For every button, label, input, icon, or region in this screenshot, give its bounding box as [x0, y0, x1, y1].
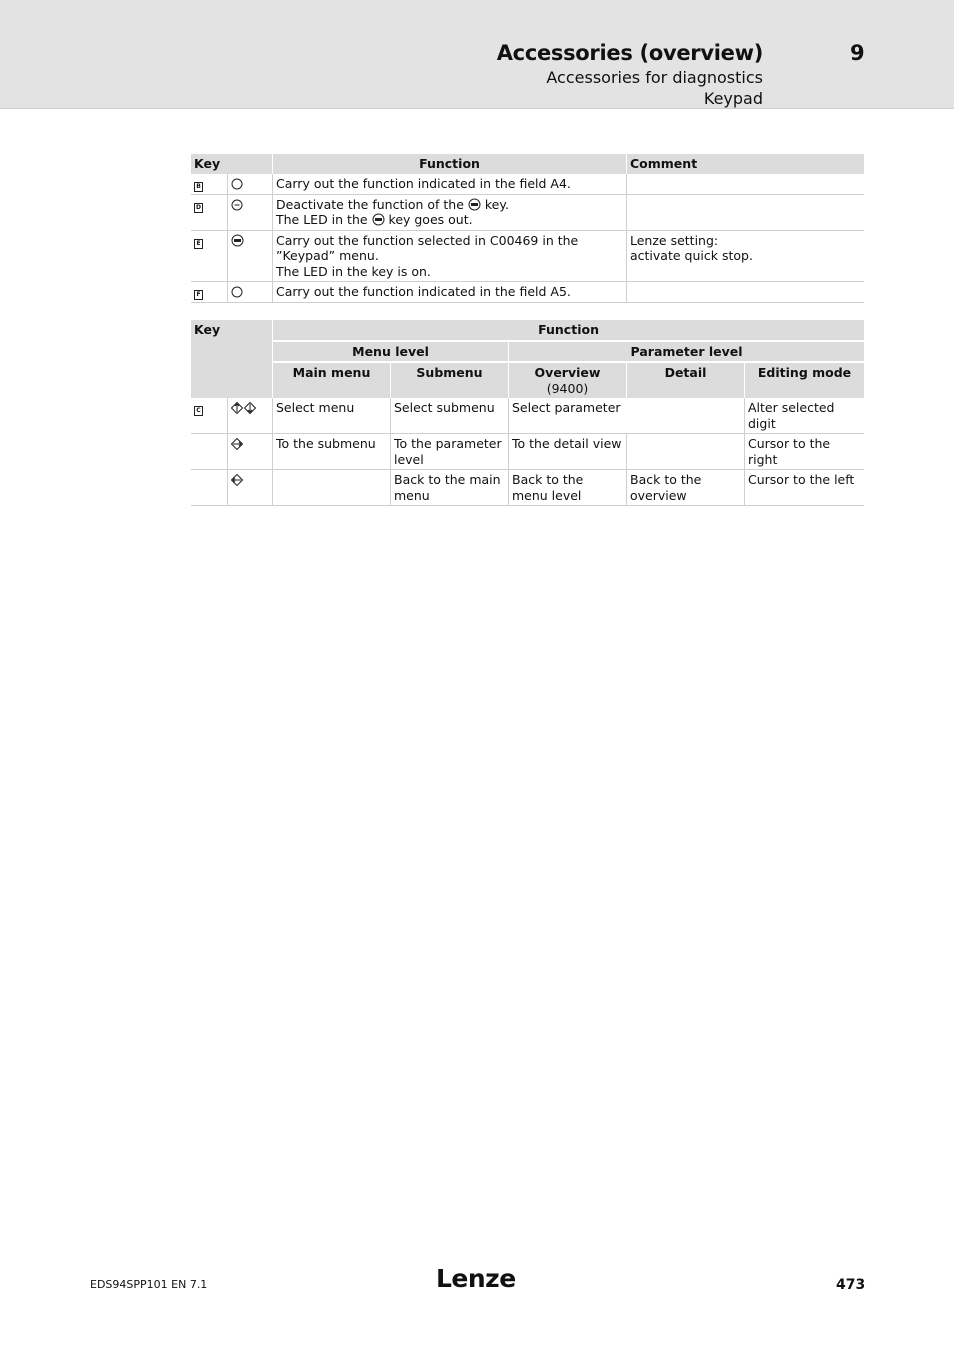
function-cell: Carry out the function selected in C00469 in the ”Keypad” menu. The LED in the key is on.: [272, 231, 626, 283]
chapter-title: Accessories (overview): [496, 41, 763, 65]
key-label-b: B: [194, 182, 203, 192]
key-label-e: E: [194, 239, 203, 249]
key-label-f: F: [194, 290, 203, 300]
table-header-row: [191, 340, 864, 362]
function-cell: Deactivate the function of the key. The LED in the key goes out.: [272, 195, 626, 231]
table-row: [191, 398, 864, 434]
key-label-d: D: [194, 203, 203, 213]
submenu-cell: To the parameter level: [390, 434, 508, 470]
keys-function-table: [191, 154, 864, 303]
table-header-row: [191, 154, 864, 174]
main-menu-cell: Select menu: [272, 398, 390, 434]
editing-mode-cell: Cursor to the left: [744, 470, 864, 506]
key-label-c: C: [194, 406, 203, 416]
overview-cell: Back to the menu level: [508, 470, 626, 506]
comment-header: Comment: [626, 154, 864, 174]
function-header: Function: [272, 320, 864, 340]
comment-cell: [626, 195, 864, 231]
page-number: 473: [836, 1277, 866, 1293]
table-row: [191, 195, 864, 231]
function-cell: Carry out the function indicated in the field A5.: [272, 282, 626, 303]
table-row: [191, 434, 864, 470]
comment-cell: [626, 282, 864, 303]
function-cell: Carry out the function indicated in the field A4.: [272, 174, 626, 195]
page-header: [0, 0, 954, 109]
subsection-title: Keypad: [703, 89, 763, 108]
navigation-keys-table: [191, 320, 864, 506]
right-arrow-key-icon: [231, 438, 243, 450]
stop-key-icon: [231, 234, 244, 247]
circle-key-icon: [231, 178, 243, 190]
comment-cell: Lenze setting: activate quick stop.: [626, 231, 864, 283]
submenu-cell: Back to the main menu: [390, 470, 508, 506]
submenu-cell: Select submenu: [390, 398, 508, 434]
ctrl-key-icon: [231, 199, 243, 211]
overview-header: Overview (9400): [508, 361, 626, 398]
main-menu-cell: To the submenu: [272, 434, 390, 470]
function-header: Function: [272, 154, 626, 174]
overview-cell: To the detail view: [508, 434, 626, 470]
overview-detail-cell: Select parameter: [508, 398, 744, 434]
comment-cell: [626, 174, 864, 195]
main-menu-cell: [272, 470, 390, 506]
table-row: [191, 231, 864, 283]
key-header: Key: [191, 154, 272, 174]
editing-mode-cell: Alter selected digit: [744, 398, 864, 434]
up-down-arrow-keys-icon: [231, 402, 257, 414]
editing-mode-header: Editing mode: [744, 361, 864, 398]
table-row: [191, 174, 864, 195]
table-row: [191, 282, 864, 303]
circle-key-icon: [231, 286, 243, 298]
stop-key-icon: [468, 198, 481, 211]
lenze-logo: Lenze: [436, 1264, 516, 1293]
table-header-row: [191, 320, 864, 340]
main-menu-header: Main menu: [272, 361, 390, 398]
key-header: Key: [191, 320, 272, 398]
table-row: [191, 470, 864, 506]
menu-level-header: Menu level: [272, 340, 508, 362]
chapter-number: 9: [850, 41, 865, 65]
left-arrow-key-icon: [231, 474, 243, 486]
detail-cell: Back to the overview: [626, 470, 744, 506]
parameter-level-header: Parameter level: [508, 340, 864, 362]
section-title: Accessories for diagnostics: [546, 68, 763, 87]
detail-cell: [626, 434, 744, 470]
document-code: EDS94SPP101 EN 7.1: [90, 1278, 208, 1291]
detail-header: Detail: [626, 361, 744, 398]
stop-key-icon: [372, 213, 385, 226]
table-header-row: [191, 361, 864, 398]
submenu-header: Submenu: [390, 361, 508, 398]
editing-mode-cell: Cursor to the right: [744, 434, 864, 470]
